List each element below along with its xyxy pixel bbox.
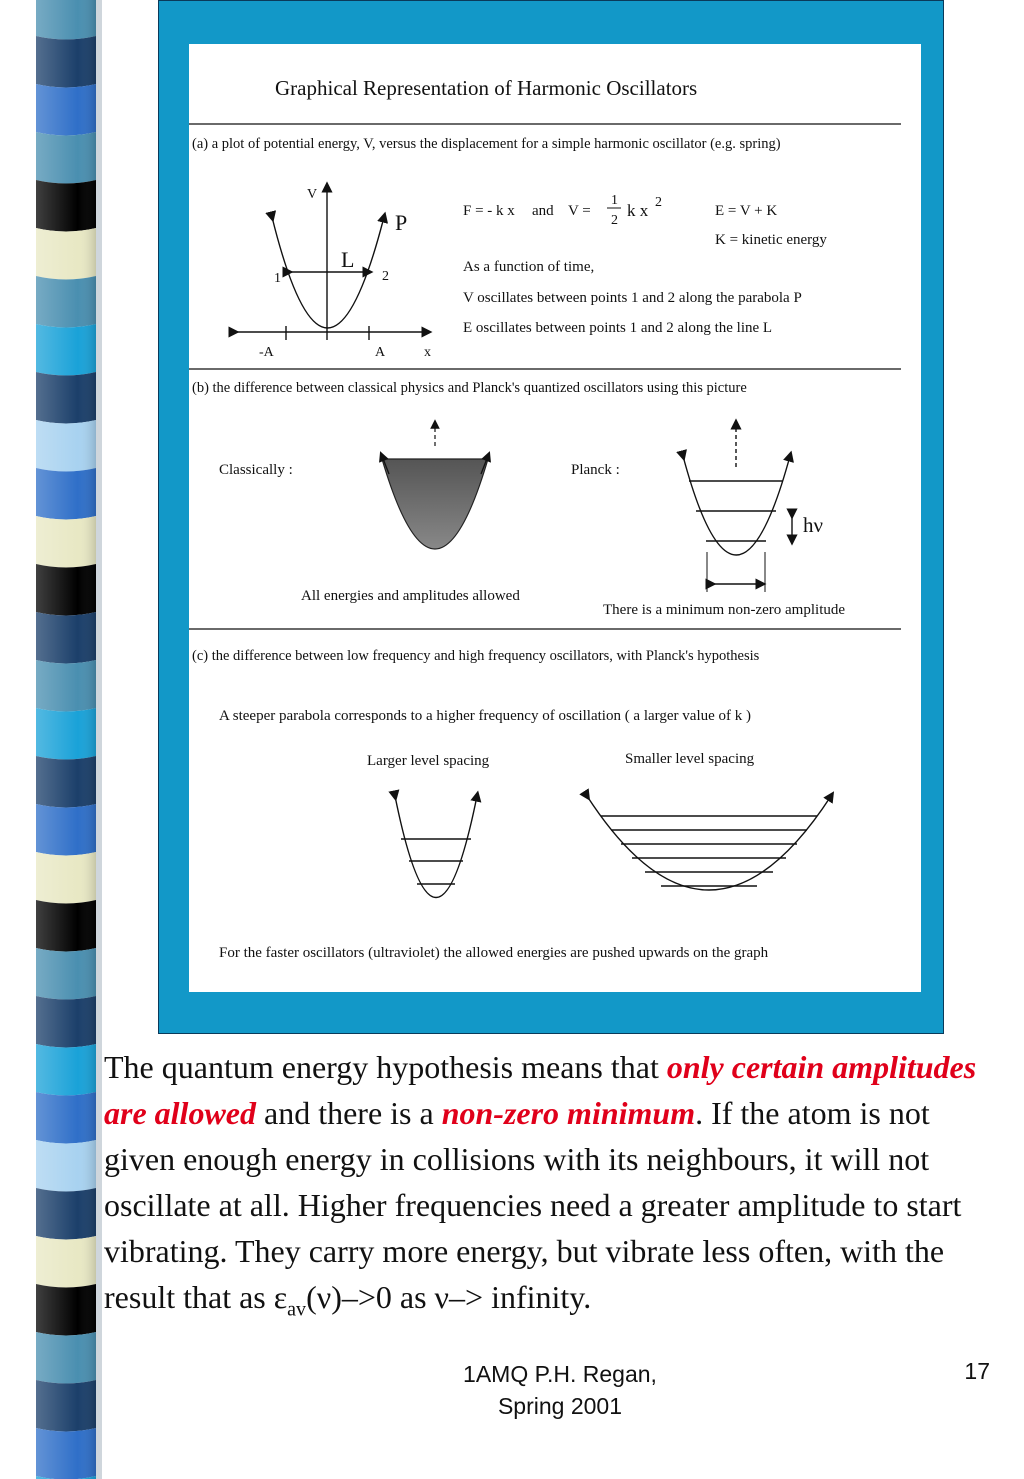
footer-author xyxy=(440,1358,680,1422)
point-1-label: 1 xyxy=(274,271,281,286)
body-text-3: . If the atom is not given enough energy in collisions with its neighbours, it will not oscillate at all. Higher frequencies need a greater amplitude to start vibrating. They carry more energy, but vibrate less often, with the result that as xyxy=(104,1095,962,1315)
figure-title: Graphical Representation of Harmonic Oscillators xyxy=(275,76,698,100)
section-b-caption: (b) the difference between classical physics and Planck's quantized oscillators using this picture xyxy=(192,380,747,396)
section-c-note: For the faster oscillators (ultraviolet) the allowed energies are pushed upwards on the graph xyxy=(219,945,769,961)
minus-a-label: -A xyxy=(259,345,274,360)
v-axis-label: V xyxy=(307,187,318,202)
smaller-spacing-label: Smaller level spacing xyxy=(625,751,755,767)
equation-exponent: 2 xyxy=(655,195,662,210)
plus-a-label: A xyxy=(375,345,386,360)
body-text-1: The quantum energy hypothesis means that xyxy=(104,1049,667,1085)
equation-v: V = xyxy=(568,203,591,219)
equation-numerator: 1 xyxy=(611,193,618,208)
equation-energy: E = V + K xyxy=(715,203,778,219)
equation-and: and xyxy=(532,203,554,219)
planck-hv-label: hν xyxy=(803,513,823,537)
shallow-parabola xyxy=(587,796,831,890)
planck-note: There is a minimum non-zero amplitude xyxy=(603,602,846,618)
steep-parabola xyxy=(395,796,477,898)
body-text-2: and there is a xyxy=(255,1095,442,1131)
point-2-label: 2 xyxy=(382,269,389,284)
classical-label: Classically : xyxy=(219,462,293,478)
section-a-line-2: V oscillates between points 1 and 2 along the parabola P xyxy=(463,290,802,306)
classical-parabola xyxy=(382,424,488,549)
body-paragraph xyxy=(104,1044,1004,1332)
footer-author-line-1: 1AMQ P.H. Regan, xyxy=(463,1361,657,1387)
planck-parabola xyxy=(683,424,792,592)
section-c-caption: (c) the difference between low frequency and high frequency oscillators, with Planck's hypothesis xyxy=(192,648,760,664)
epsilon-symbol: ε xyxy=(273,1279,288,1315)
equation-kx: k x xyxy=(627,201,649,220)
harmonic-oscillator-figure xyxy=(189,44,921,992)
classical-note: All energies and amplitudes allowed xyxy=(301,588,520,604)
section-a-line-1: As a function of time, xyxy=(463,259,595,275)
page-number: 17 xyxy=(964,1358,990,1384)
body-text-4: (ν)–>0 as ν–> infinity. xyxy=(306,1279,592,1315)
section-a-line-3: E oscillates between points 1 and 2 along the line L xyxy=(463,320,773,336)
equation-denominator: 2 xyxy=(611,213,618,228)
parabola-label-p: P xyxy=(395,210,408,235)
equation-force: F = - k x xyxy=(463,203,515,219)
figure-scan xyxy=(189,44,921,992)
footer-author-line-2: Spring 2001 xyxy=(497,1393,623,1419)
strip-edge xyxy=(96,0,102,1479)
section-c-intro: A steeper parabola corresponds to a higher frequency of oscillation ( a larger value of k ) xyxy=(219,708,752,724)
line-label-l: L xyxy=(341,247,355,272)
larger-spacing-label: Larger level spacing xyxy=(367,753,490,769)
x-axis-label: x xyxy=(424,345,431,360)
emphasis-only-certain-amplitudes: only certain amplitudes are allowed xyxy=(104,1049,977,1131)
decorative-side-strip xyxy=(0,0,110,1479)
section-a-caption: (a) a plot of potential energy, V, versus the displacement for a simple harmonic oscillator (e.g. spring) xyxy=(192,136,781,152)
emphasis-non-zero-minimum: non-zero minimum xyxy=(441,1095,696,1131)
epsilon-subscript: av xyxy=(287,1298,307,1321)
planck-label: Planck : xyxy=(571,462,620,478)
equation-kinetic: K = kinetic energy xyxy=(715,232,827,248)
